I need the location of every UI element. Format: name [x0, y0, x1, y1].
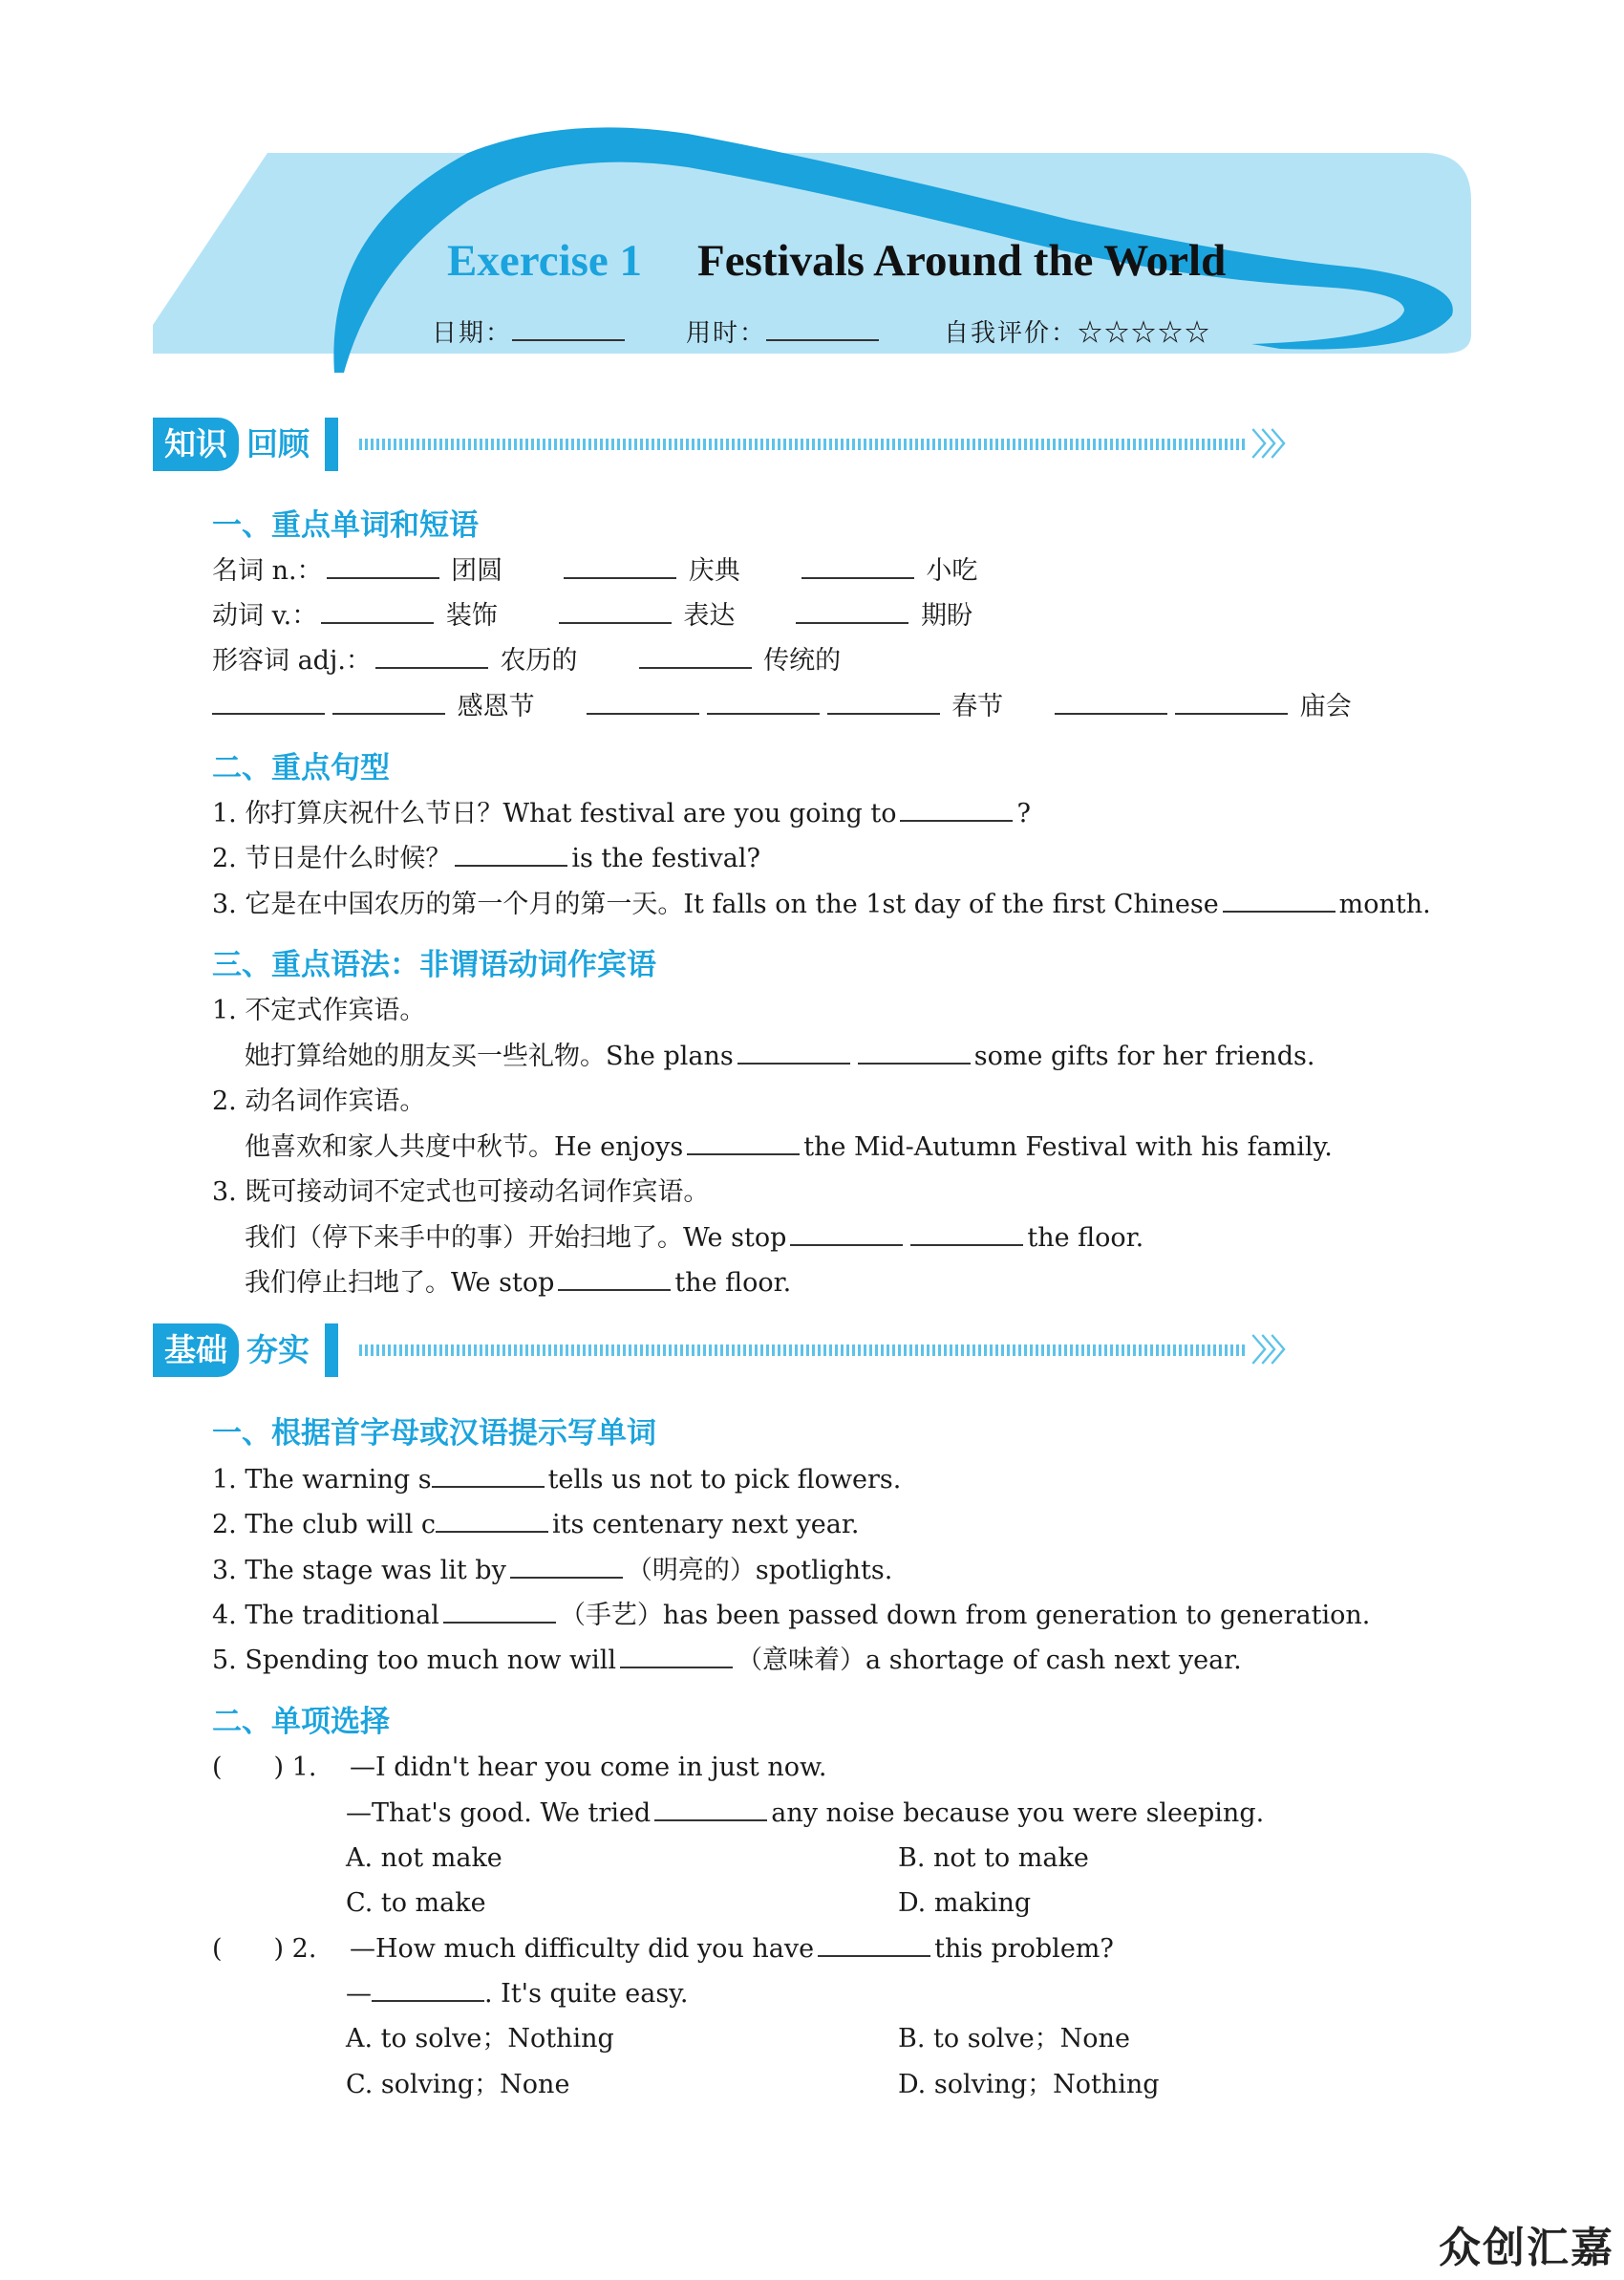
sentence-3: 3. 它是在中国农历的第一个月的第一天。It falls on the 1st day of the first Chinese month.	[212, 890, 1431, 919]
option[interactable]: C. solving；None	[346, 2070, 570, 2099]
question-1-line-2: —That's good. We tried any noise because you were sleeping.	[346, 1798, 1265, 1828]
blank[interactable]	[827, 690, 940, 715]
blank[interactable]	[687, 1130, 800, 1155]
blank[interactable]	[900, 797, 1013, 822]
divider-stripe	[359, 1344, 1248, 1356]
blank[interactable]	[1175, 690, 1288, 715]
question-1-line-1: —I didn't hear you come in just now.	[350, 1753, 827, 1782]
chevrons-icon: 〉〉〉	[1251, 1332, 1296, 1368]
option[interactable]: D. making	[898, 1888, 1032, 1918]
page-title: Festivals Around the World	[697, 236, 1227, 286]
rating-label: 自我评价：	[944, 319, 1079, 348]
time-blank[interactable]	[766, 318, 879, 341]
blank[interactable]	[212, 690, 325, 715]
grammar-3: 3. 既可接动词不定式也可接动名词作宾语。	[212, 1177, 710, 1207]
blank[interactable]	[436, 1508, 548, 1533]
part-title: 二、单项选择	[212, 1705, 390, 1739]
blank[interactable]	[1223, 888, 1336, 913]
question-2-number[interactable]: ( ) 2.	[212, 1934, 317, 1964]
blank[interactable]	[558, 1266, 671, 1291]
word-5: 5. Spending too much now will （意味着）a shortage of cash next year.	[212, 1645, 1242, 1675]
verbs-row: 动词 v.： 装饰 表达 期盼	[212, 601, 972, 631]
blank[interactable]	[858, 1040, 971, 1065]
blank[interactable]	[801, 554, 914, 579]
blank[interactable]	[1055, 690, 1167, 715]
sentence-2: 2. 节日是什么时候？ is the festival?	[212, 844, 760, 873]
option[interactable]: C. to make	[346, 1888, 486, 1918]
grammar-3-example-1: 我们（停下来手中的事）开始扫地了。We stop the floor.	[245, 1223, 1144, 1253]
date-blank[interactable]	[512, 318, 625, 341]
blank[interactable]	[321, 599, 434, 624]
blank[interactable]	[455, 842, 567, 867]
date-field[interactable]	[432, 313, 625, 349]
tag-part-a: 知识	[153, 418, 239, 471]
word-2: 2. The club will c its centenary next year.	[212, 1510, 860, 1539]
blank[interactable]	[620, 1644, 733, 1668]
grammar-1: 1. 不定式作宾语。	[212, 996, 426, 1025]
word-3: 3. The stage was lit by （明亮的）spotlights.	[212, 1556, 893, 1585]
blank[interactable]	[559, 599, 672, 624]
chevrons-icon: 〉〉〉	[1251, 426, 1296, 462]
tag-part-a: 基础	[153, 1323, 239, 1377]
grammar-2: 2. 动名词作宾语。	[212, 1086, 426, 1116]
grammar-1-example: 她打算给她的朋友买一些礼物。She plans some gifts for her friends.	[245, 1042, 1315, 1071]
grammar-3-example-2: 我们停止扫地了。We stop the floor.	[245, 1268, 792, 1298]
rating-stars[interactable]: ☆☆☆☆☆	[1078, 319, 1212, 348]
blank[interactable]	[587, 690, 699, 715]
blank[interactable]	[443, 1599, 556, 1624]
divider-stripe	[359, 439, 1248, 450]
blank[interactable]	[432, 1463, 545, 1488]
time-label: 用时：	[686, 319, 767, 348]
option[interactable]: A. to solve；Nothing	[346, 2024, 614, 2054]
question-2-line-1: —How much difficulty did you have this problem?	[350, 1934, 1114, 1964]
phrases-row: 感恩节 春节 庙会	[212, 690, 1352, 724]
blank[interactable]	[910, 1221, 1023, 1246]
blank[interactable]	[372, 1977, 484, 2002]
word-1: 1. The warning s tells us not to pick flowers.	[212, 1465, 902, 1495]
blank[interactable]	[737, 1040, 850, 1065]
word-4: 4. The traditional （手艺）has been passed down from generation to generation.	[212, 1601, 1371, 1630]
option[interactable]: B. to solve；None	[898, 2024, 1130, 2054]
adjs-row: 形容词 adj.： 农历的 传统的	[212, 646, 842, 676]
blank[interactable]	[796, 599, 908, 624]
question-2-line-2: — . It's quite easy.	[346, 1979, 689, 2009]
blank[interactable]	[327, 554, 439, 579]
part-title: 三、重点语法：非谓语动词作宾语	[212, 948, 656, 982]
date-label: 日期：	[432, 319, 513, 348]
part-title: 一、重点单词和短语	[212, 508, 479, 543]
blank[interactable]	[654, 1796, 767, 1821]
tag-part-b: 夯实	[246, 1331, 310, 1368]
blank[interactable]	[790, 1221, 903, 1246]
blank[interactable]	[639, 644, 752, 669]
grammar-2-example: 他喜欢和家人共度中秋节。He enjoys the Mid-Autumn Festival with his family.	[245, 1132, 1333, 1162]
watermark-logo: 众创汇嘉	[1439, 2224, 1614, 2272]
blank[interactable]	[707, 690, 820, 715]
tag-part-b: 回顾	[246, 425, 310, 462]
blank[interactable]	[375, 644, 488, 669]
option[interactable]: D. solving；Nothing	[898, 2070, 1160, 2099]
blank[interactable]	[564, 554, 676, 579]
self-rating[interactable]	[944, 313, 1211, 349]
nouns-row: 名词 n.： 团圆 庆典 小吃	[212, 556, 978, 586]
blank[interactable]	[332, 690, 445, 715]
sentence-1: 1. 你打算庆祝什么节日？What festival are you going to ?	[212, 799, 1031, 828]
blank[interactable]	[510, 1554, 623, 1579]
blank[interactable]	[818, 1932, 930, 1957]
exercise-label: Exercise 1	[447, 236, 643, 286]
part-title: 一、根据首字母或汉语提示写单词	[212, 1416, 656, 1451]
option[interactable]: A. not make	[346, 1843, 502, 1873]
question-1-number[interactable]: ( ) 1.	[212, 1753, 317, 1782]
time-field[interactable]	[686, 313, 879, 349]
part-title: 二、重点句型	[212, 751, 390, 785]
option[interactable]: B. not to make	[898, 1843, 1089, 1873]
